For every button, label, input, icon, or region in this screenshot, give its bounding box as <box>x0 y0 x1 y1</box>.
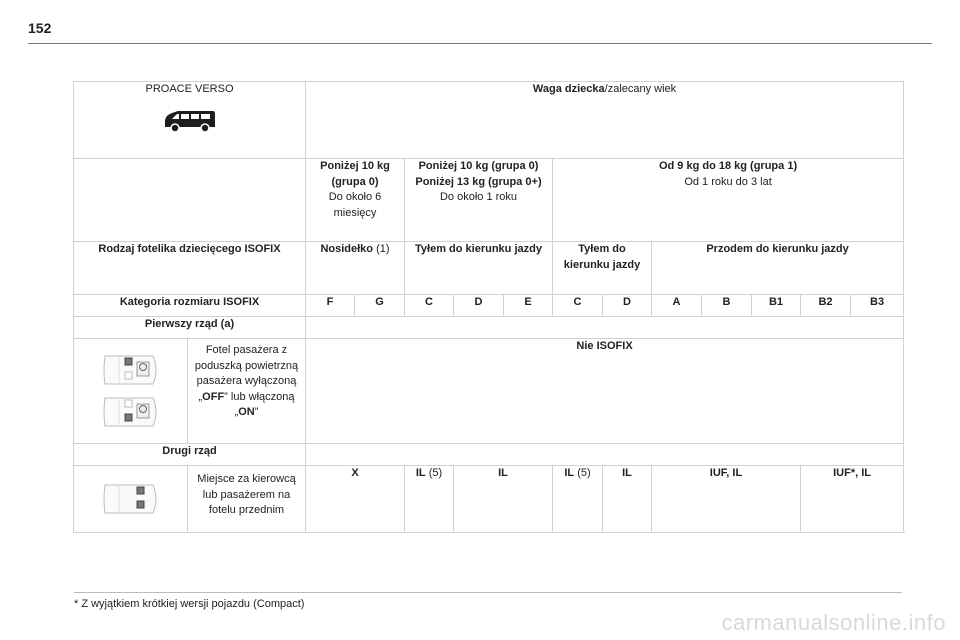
table-row <box>74 82 904 159</box>
footnote: * Z wyjątkiem krótkiej wersji pojazdu (Compact) <box>74 598 305 610</box>
seat-type-label: Rodzaj fotelika dziecięcego ISOFIX <box>74 242 306 295</box>
group0plus-cell <box>405 159 553 242</box>
size-class-cell: A <box>652 295 702 317</box>
weight-header-rest: /zalecany wiek <box>604 83 677 95</box>
footer-divider <box>74 592 902 593</box>
group1-cell <box>553 159 904 242</box>
car-seat-diagram-icon <box>101 394 161 430</box>
weight-header-bold: Waga dziecka <box>532 83 605 95</box>
table-row <box>74 159 904 242</box>
passenger-seat-description: Fotel pasażera z poduszką powietrzną pasażera wyłączoną „OFF” lub włączoną „ON” <box>194 344 299 418</box>
front-row-diagrams <box>74 339 188 443</box>
value-cell: X <box>306 466 405 533</box>
second-row-seat-cell <box>74 466 306 533</box>
group0plus-label-2: Poniżej 13 kg (grupa 0+) <box>415 175 542 188</box>
vehicle-name: PROACE VERSO <box>145 83 234 95</box>
size-class-cell: D <box>603 295 652 317</box>
value-cell: IL <box>454 466 553 533</box>
size-class-cell: B3 <box>851 295 904 317</box>
car-seat-diagram-icon <box>101 481 161 517</box>
group0-age: Do około 6 miesięcy <box>328 191 382 219</box>
carrycot-note: (1) <box>373 243 390 255</box>
header-divider <box>28 43 932 44</box>
row2-section-label: Drugi rząd <box>74 444 306 466</box>
value-cell: IL (5) <box>405 466 454 533</box>
airbag-off-label: OFF <box>202 390 225 403</box>
size-class-label: Kategoria rozmiaru ISOFIX <box>74 295 306 317</box>
not-isofix-cell: Nie ISOFIX <box>306 339 904 444</box>
isofix-table <box>73 81 904 533</box>
size-class-cell: G <box>355 295 405 317</box>
empty-cell <box>306 317 904 339</box>
group0-cell <box>306 159 405 242</box>
value-cell: IL (5) <box>553 466 603 533</box>
page-number: 152 <box>28 20 52 36</box>
size-class-cell: B2 <box>801 295 851 317</box>
empty-cell <box>306 444 904 466</box>
weight-header-cell <box>306 82 904 159</box>
value-cell: IUF*, IL <box>801 466 904 533</box>
table-row <box>74 466 904 533</box>
table-row <box>74 339 904 444</box>
van-icon <box>77 108 302 140</box>
row1-section-label: Pierwszy rząd (a) <box>74 317 306 339</box>
second-row-diagram <box>74 466 188 532</box>
group0plus-label-1: Poniżej 10 kg (grupa 0) <box>418 160 539 172</box>
size-class-cell: B1 <box>752 295 801 317</box>
size-class-cell: C <box>405 295 454 317</box>
table-row <box>74 242 904 295</box>
size-class-cell: C <box>553 295 603 317</box>
value-cell: IL <box>603 466 652 533</box>
table-row <box>74 444 904 466</box>
carrycot-cell <box>306 242 405 295</box>
group1-age: Od 1 roku do 3 lat <box>684 175 772 188</box>
size-class-cell: E <box>504 295 553 317</box>
vehicle-header-cell <box>74 82 306 159</box>
watermark: carmanualsonline.info <box>721 610 946 635</box>
group0plus-age: Do około 1 roku <box>439 191 518 203</box>
group0-label: Poniżej 10 kg (grupa 0) <box>320 160 390 188</box>
rear-facing-cell-2: Tyłem do kierunku jazdy <box>553 242 652 295</box>
carrycot-label: Nosidełko <box>320 243 374 255</box>
car-seat-diagram-icon <box>101 352 161 388</box>
size-class-cell: B <box>702 295 752 317</box>
second-row-seat-description: Miejsce za kierowcą lub pasażerem na fotelu przednim <box>197 473 296 516</box>
forward-facing-cell: Przodem do kierunku jazdy <box>652 242 904 295</box>
table-row <box>74 317 904 339</box>
size-class-cell: D <box>454 295 504 317</box>
value-cell: IUF, IL <box>652 466 801 533</box>
table-row <box>74 295 904 317</box>
empty-cell <box>74 159 306 242</box>
size-class-cell: F <box>306 295 355 317</box>
passenger-seat-cell <box>74 339 306 444</box>
group1-label: Od 9 kg do 18 kg (grupa 1) <box>658 160 798 172</box>
rear-facing-cell-1: Tyłem do kierunku jazdy <box>405 242 553 295</box>
airbag-on-label: ON <box>238 406 255 418</box>
